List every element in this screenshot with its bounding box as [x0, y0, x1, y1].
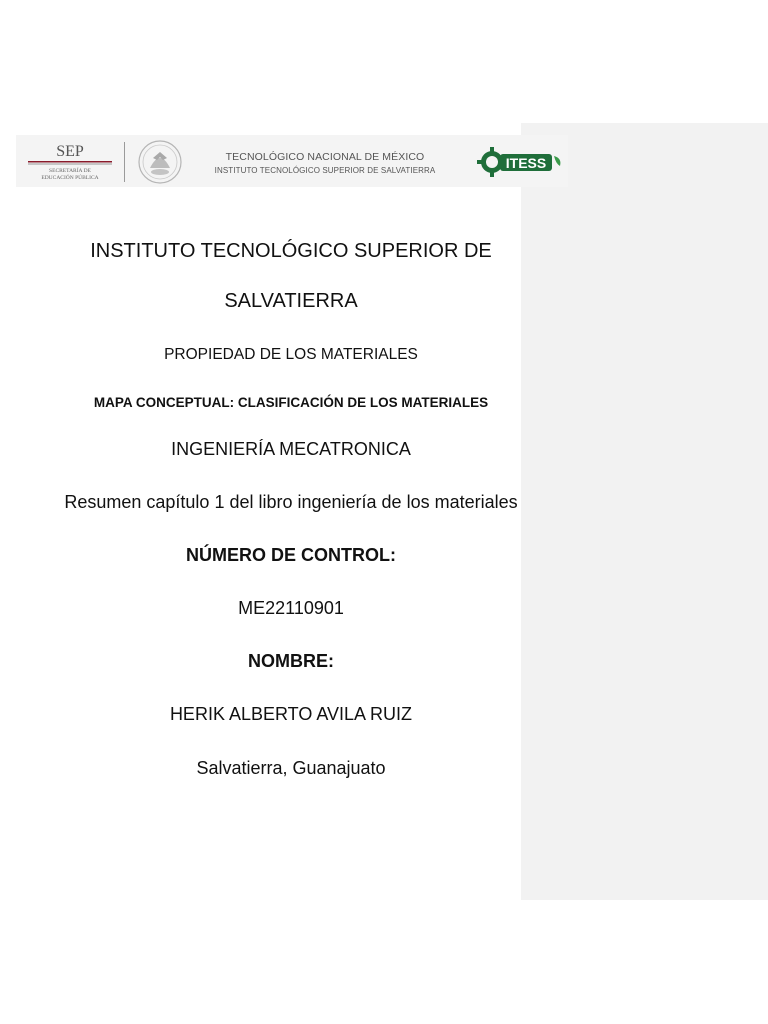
itess-logo-text: ITESS — [505, 155, 547, 171]
sep-logo-subtitle-2: EDUCACIÓN PÚBLICA — [41, 175, 99, 181]
logo-divider — [124, 142, 125, 182]
sep-logo-subtitle-1: SECRETARÍA DE — [49, 168, 91, 174]
control-number-value: ME22110901 — [238, 598, 344, 618]
subject-title: PROPIEDAD DE LOS MATERIALES — [164, 346, 418, 363]
career-name: INGENIERÍA MECATRONICA — [171, 439, 411, 459]
itess-logo — [476, 144, 566, 180]
control-number-label: NÚMERO DE CONTROL: — [186, 545, 396, 565]
summary-line: Resumen capítulo 1 del libro ingeniería de los materiales — [64, 492, 518, 512]
mexico-seal-icon — [135, 138, 185, 186]
institute-title-line-2: SALVATIERRA — [224, 290, 358, 312]
student-name: HERIK ALBERTO AVILA RUIZ — [169, 704, 413, 724]
sep-logo — [24, 140, 116, 182]
name-label: NOMBRE: — [248, 651, 334, 671]
tecnm-title: TECNOLÓGICO NACIONAL DE MÉXICO — [225, 151, 425, 163]
assignment-title: MAPA CONCEPTUAL: CLASIFICACIÓN DE LOS MATERIALES — [93, 395, 489, 410]
location-line: Salvatierra, Guanajuato — [196, 758, 386, 778]
institute-title-line-1: INSTITUTO TECNOLÓGICO SUPERIOR DE — [90, 240, 492, 262]
itess-institute-line: INSTITUTO TECNOLÓGICO SUPERIOR DE SALVATIERRA — [214, 166, 436, 175]
sep-logo-title: SEP — [56, 143, 84, 160]
